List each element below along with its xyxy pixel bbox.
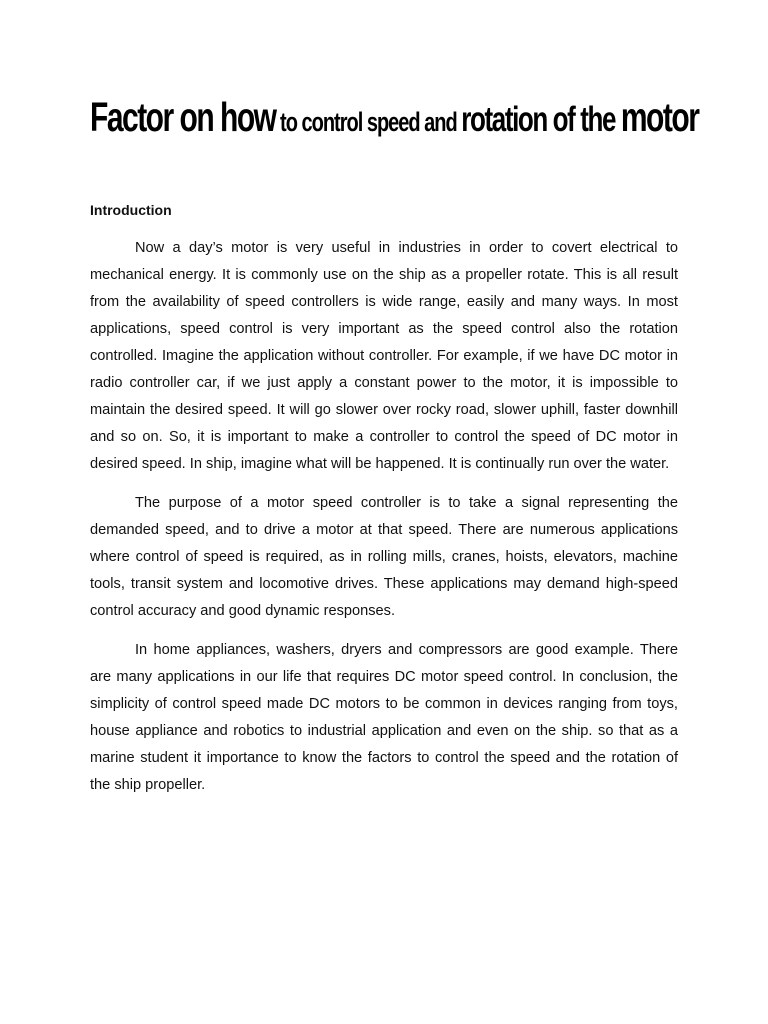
paragraph-1: Now a day’s motor is very useful in industries in order to covert electrical to mechanical energy. It is commonly use on the ship as a propeller rotate. This is all result from the availability of speed controllers is wide range, easily and many ways. In most applications, speed control is very important as the speed control also the rotation controlled. Imagine the application without controller. For example, if we have DC motor in radio controller car, if we just apply a constant power to the motor, it is impossible to maintain the desired speed. It will go slower over rocky road, slower uphill, faster downhill and so on. So, it is important to make a controller to control the speed of DC motor in desired speed. In ship, imagine what will be happened. It is continually run over the water. bbox=[90, 240, 678, 472]
title-part-2: to control speed and bbox=[275, 107, 462, 138]
paragraph-3: In home appliances, washers, dryers and compressors are good example. There are many applications in our life that requires DC motor speed control. In conclusion, the simplicity of control speed made DC motors to be common in devices ranging from toys, house appliance and robotics to industrial application and even on the ship. so that as a marine student it importance to know the factors to control the speed and the rotation of the ship propeller. bbox=[90, 642, 678, 793]
section-heading: Introduction bbox=[90, 202, 172, 218]
title-part-4: motor bbox=[620, 95, 699, 141]
title-part-3: rotation of the bbox=[461, 98, 621, 139]
title-part-1: Factor on how bbox=[90, 95, 276, 141]
paragraph-2: The purpose of a motor speed controller is to take a signal representing the demanded speed, and to drive a motor at that speed. There are numerous applications where control of speed is required, as in rolling mills, cranes, hoists, elevators, machine tools, transit system and locomotive drives. These applications may demand high-speed control accuracy and good dynamic responses. bbox=[90, 495, 678, 619]
body-text bbox=[90, 235, 678, 811]
document-title bbox=[90, 84, 699, 149]
